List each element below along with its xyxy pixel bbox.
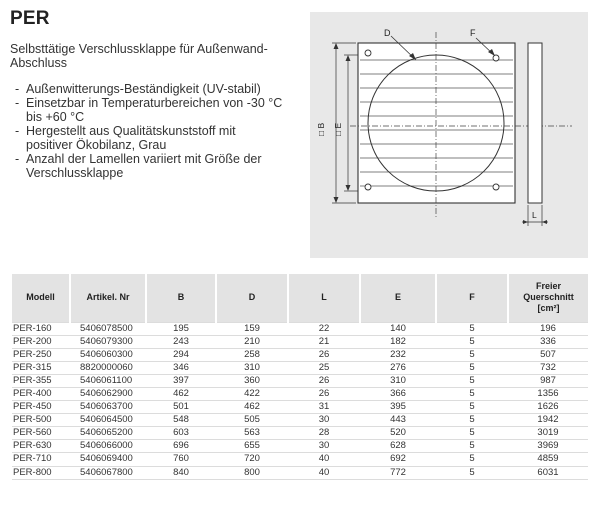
- table-cell: 696: [146, 440, 216, 453]
- product-title: PER: [10, 8, 50, 29]
- column-header-l: L: [288, 274, 360, 322]
- table-cell: 603: [146, 427, 216, 440]
- label-e: □ E: [333, 122, 343, 136]
- table-cell: 26: [288, 348, 360, 361]
- column-header-f: F: [436, 274, 508, 322]
- table-cell: 5: [436, 322, 508, 335]
- table-row: [12, 414, 588, 427]
- table-cell: 507: [508, 348, 588, 361]
- table-cell: 5406061100: [70, 374, 146, 387]
- table-cell: 30: [288, 414, 360, 427]
- table-cell: 25: [288, 361, 360, 374]
- table-cell: 5: [436, 453, 508, 466]
- table-cell: 505: [216, 414, 288, 427]
- table-cell: 26: [288, 374, 360, 387]
- table-cell: 310: [360, 374, 436, 387]
- table-cell: 140: [360, 322, 436, 335]
- table-cell: 243: [146, 335, 216, 348]
- table-cell: 5406064500: [70, 414, 146, 427]
- table-cell: 5: [436, 361, 508, 374]
- table-cell: PER-450: [12, 401, 70, 414]
- table-row: [12, 401, 588, 414]
- table-cell: 520: [360, 427, 436, 440]
- table-cell: 732: [508, 361, 588, 374]
- table-cell: 31: [288, 401, 360, 414]
- table-cell: 5406065200: [70, 427, 146, 440]
- table-cell: 5: [436, 466, 508, 479]
- product-subtitle: Selbsttätige Verschlussklappe für Außenwand-Abschluss: [10, 42, 268, 70]
- table-cell: 628: [360, 440, 436, 453]
- table-cell: PER-630: [12, 440, 70, 453]
- label-f: F: [470, 28, 476, 38]
- table-cell: 195: [146, 322, 216, 335]
- table-cell: 258: [216, 348, 288, 361]
- table-cell: 395: [360, 401, 436, 414]
- table-cell: 5406079300: [70, 335, 146, 348]
- table-cell: 4859: [508, 453, 588, 466]
- table-cell: 232: [360, 348, 436, 361]
- feature-item: - Anzahl der Lamellen variiert mit Größe der Verschlussklappe: [10, 152, 285, 180]
- table-cell: 310: [216, 361, 288, 374]
- table-cell: 5: [436, 427, 508, 440]
- table-cell: 1626: [508, 401, 588, 414]
- table-cell: PER-800: [12, 466, 70, 479]
- table-cell: 1942: [508, 414, 588, 427]
- table-row: [12, 361, 588, 374]
- table-row: [12, 466, 588, 479]
- column-header-e: E: [360, 274, 436, 322]
- technical-drawing-svg: [310, 12, 588, 258]
- table-cell: 8820000060: [70, 361, 146, 374]
- table-cell: 462: [216, 401, 288, 414]
- table-cell: 5: [436, 335, 508, 348]
- table-cell: 26: [288, 387, 360, 400]
- table-row: [12, 335, 588, 348]
- table-cell: 692: [360, 453, 436, 466]
- table-cell: 563: [216, 427, 288, 440]
- table-cell: PER-315: [12, 361, 70, 374]
- table-cell: PER-200: [12, 335, 70, 348]
- table-cell: 5: [436, 387, 508, 400]
- table-cell: 800: [216, 466, 288, 479]
- column-header-artikel: Artikel. Nr: [70, 274, 146, 322]
- table-cell: 5406060300: [70, 348, 146, 361]
- table-cell: 5406069400: [70, 453, 146, 466]
- table-cell: 462: [146, 387, 216, 400]
- label-b: □ B: [316, 122, 326, 136]
- table-cell: 5406078500: [70, 322, 146, 335]
- table-cell: 360: [216, 374, 288, 387]
- table-cell: 366: [360, 387, 436, 400]
- table-cell: 210: [216, 335, 288, 348]
- table-cell: 30: [288, 440, 360, 453]
- table-row: [12, 387, 588, 400]
- table-row: [12, 440, 588, 453]
- dimension-e: [344, 55, 358, 191]
- table-row: [12, 427, 588, 440]
- table-row: [12, 374, 588, 387]
- table-cell: 548: [146, 414, 216, 427]
- column-header-d: D: [216, 274, 288, 322]
- table-cell: 346: [146, 361, 216, 374]
- table-cell: 5: [436, 440, 508, 453]
- table-cell: 159: [216, 322, 288, 335]
- column-header-modell: Modell: [12, 274, 70, 322]
- feature-item: - Außenwitterungs-Beständigkeit (UV-stabil): [10, 82, 285, 96]
- table-cell: 336: [508, 335, 588, 348]
- table-cell: 772: [360, 466, 436, 479]
- table-cell: PER-250: [12, 348, 70, 361]
- table-cell: 5406067800: [70, 466, 146, 479]
- table-cell: 6031: [508, 466, 588, 479]
- table-cell: 5: [436, 348, 508, 361]
- table-cell: 422: [216, 387, 288, 400]
- table-cell: 5406062900: [70, 387, 146, 400]
- table-cell: 720: [216, 453, 288, 466]
- table-cell: 40: [288, 453, 360, 466]
- table-cell: 294: [146, 348, 216, 361]
- table-cell: 5: [436, 374, 508, 387]
- table-cell: PER-560: [12, 427, 70, 440]
- table-cell: 501: [146, 401, 216, 414]
- table-cell: 3969: [508, 440, 588, 453]
- table-cell: PER-500: [12, 414, 70, 427]
- column-header-b: B: [146, 274, 216, 322]
- table-cell: 21: [288, 335, 360, 348]
- feature-item: - Hergestellt aus Qualitätskunststoff mit positiver Ökobilanz, Grau: [10, 124, 285, 152]
- spec-table: [12, 274, 588, 480]
- table-cell: 760: [146, 453, 216, 466]
- table-row: [12, 348, 588, 361]
- table-row: [12, 453, 588, 466]
- table-cell: 5406063700: [70, 401, 146, 414]
- table-cell: 40: [288, 466, 360, 479]
- label-d: D: [384, 28, 391, 38]
- table-cell: 22: [288, 322, 360, 335]
- table-cell: 655: [216, 440, 288, 453]
- table-cell: PER-355: [12, 374, 70, 387]
- front-plate: [358, 43, 515, 203]
- table-cell: 276: [360, 361, 436, 374]
- feature-list: [10, 82, 285, 180]
- table-cell: 840: [146, 466, 216, 479]
- table-cell: 397: [146, 374, 216, 387]
- side-view: [528, 43, 542, 203]
- table-body: [12, 322, 588, 479]
- table-cell: 182: [360, 335, 436, 348]
- table-cell: 28: [288, 427, 360, 440]
- table-cell: 1356: [508, 387, 588, 400]
- table-cell: PER-400: [12, 387, 70, 400]
- table-cell: 5: [436, 401, 508, 414]
- column-header-querschnitt: Freier Querschnitt [cm²]: [508, 274, 588, 322]
- technical-drawing: [310, 12, 588, 258]
- label-l: L: [532, 210, 537, 220]
- table-cell: PER-160: [12, 322, 70, 335]
- table-cell: 443: [360, 414, 436, 427]
- table-cell: 3019: [508, 427, 588, 440]
- table-header-row: [12, 274, 588, 322]
- table-cell: 5406066000: [70, 440, 146, 453]
- table-row: [12, 322, 588, 335]
- table-cell: PER-710: [12, 453, 70, 466]
- table-cell: 5: [436, 414, 508, 427]
- table-cell: 196: [508, 322, 588, 335]
- feature-item: - Einsetzbar in Temperaturbereichen von -30 °C bis +60 °C: [10, 96, 285, 124]
- table-cell: 987: [508, 374, 588, 387]
